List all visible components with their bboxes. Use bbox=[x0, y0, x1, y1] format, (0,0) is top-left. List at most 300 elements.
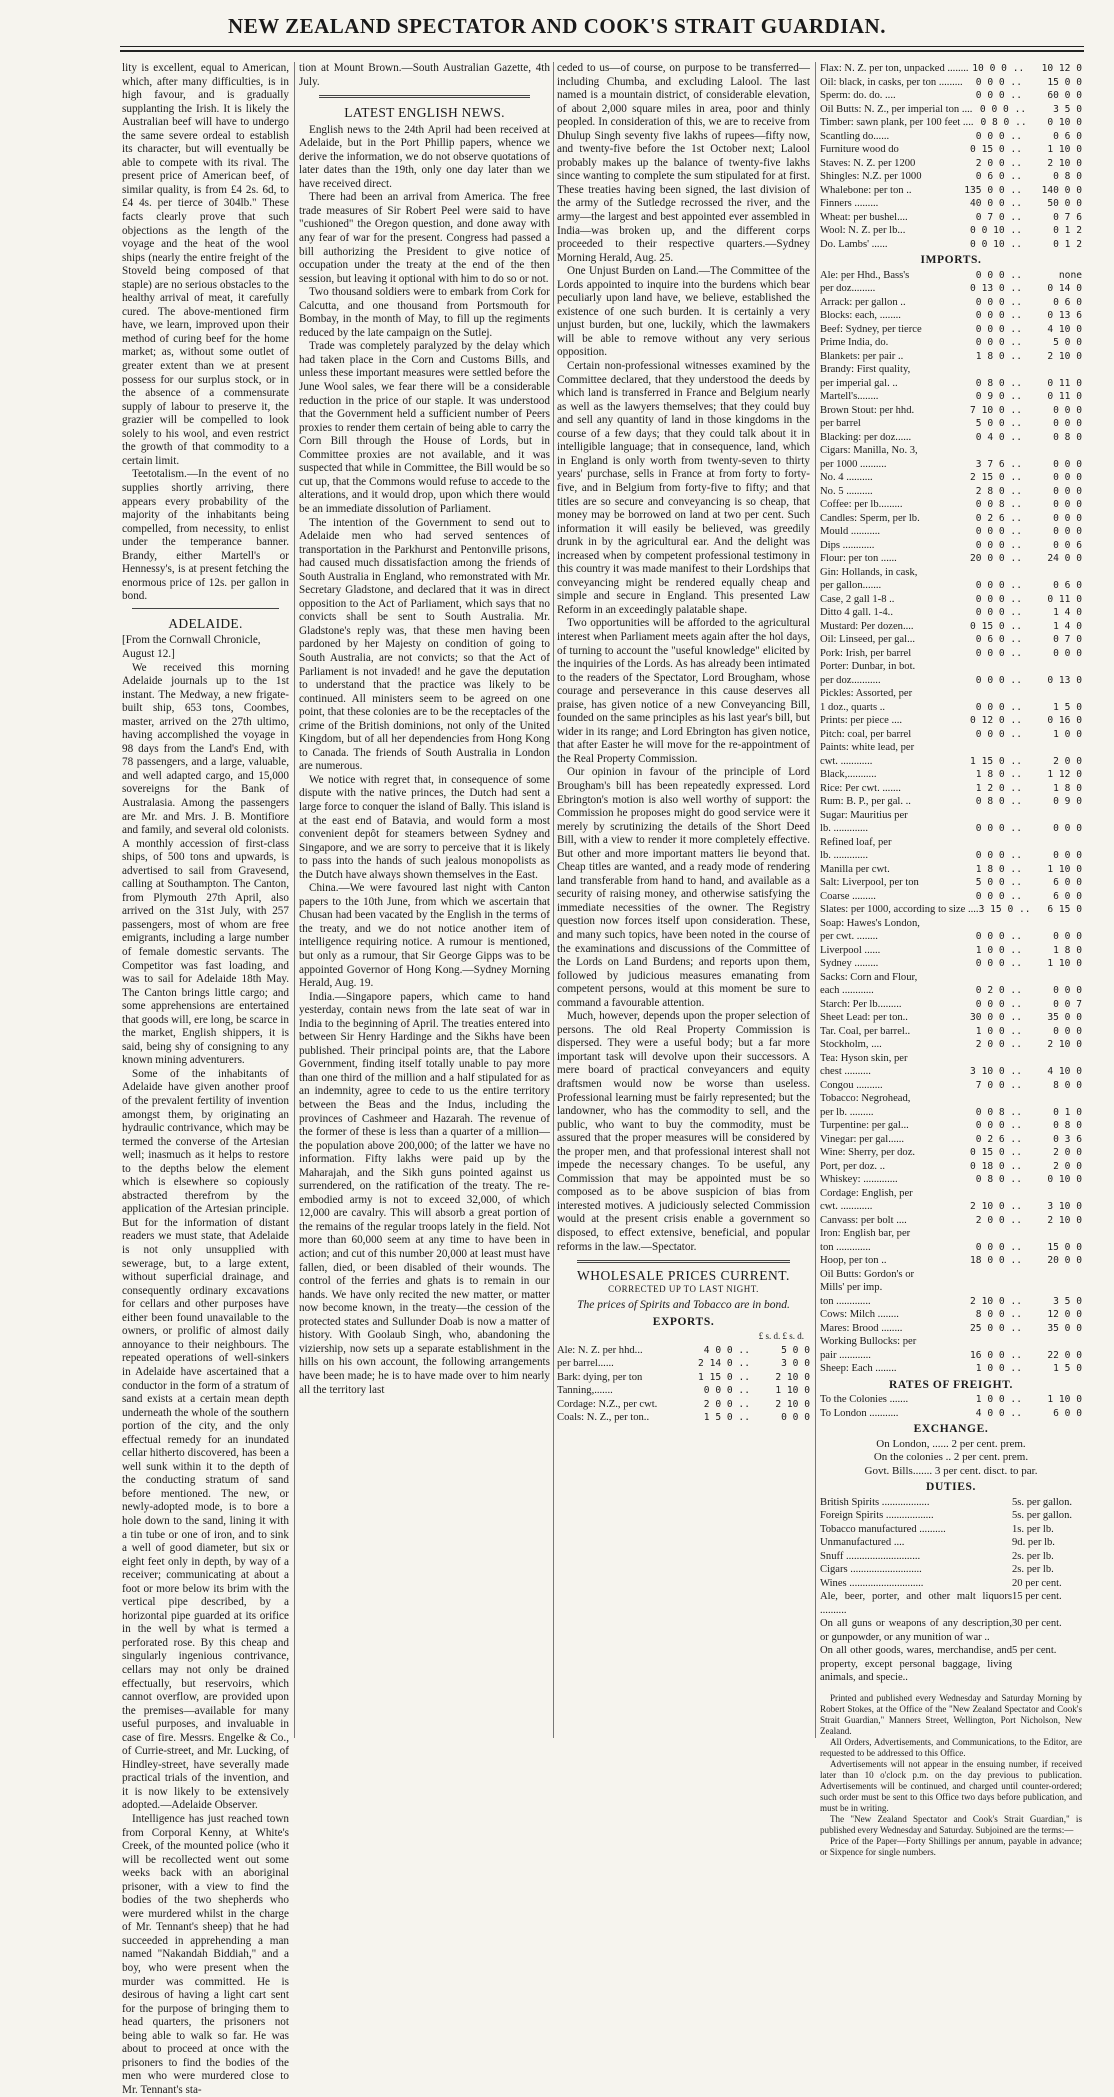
price-low bbox=[964, 836, 1022, 850]
price-row bbox=[820, 130, 1082, 144]
column-4 bbox=[820, 62, 1082, 1857]
article-paragraph: Much, however, depends upon the proper selection of persons. The old Real Property Commission is dispersed. They were a useful body; but a far more important task will devolve upon their successors. A mere board of practical conveyancers and equity draftsmen would now be worse than useless. Professional learning must be fairly represented; but the landowner, who has the commodity to sell, and the public, who want to buy the commodity, must be assured that the proper measures will be considered by the proper men, and that professional interest shall not impede the necessary changes. To be useful, any Commission that may be appointed must be so composed as to be above suspicion of bias from interested motives. A judiciously selected Commission would at the present crisis enable a government so disposed, to effect extensive, beneficial, and popular reforms in the law.—Spectator. bbox=[557, 1010, 810, 1253]
price-high: 0 6 0 bbox=[1053, 296, 1082, 308]
price-row bbox=[820, 323, 1082, 337]
price-low bbox=[964, 660, 1022, 674]
price-row bbox=[820, 1187, 1082, 1201]
price-item-name: Port, per doz. .. bbox=[820, 1160, 886, 1172]
price-item-name: per 1000 .......... bbox=[820, 458, 887, 470]
price-high: 6 0 0 bbox=[1053, 877, 1082, 889]
price-low bbox=[964, 1281, 1022, 1295]
imprint-paragraph: Price of the Paper—Forty Shillings per annum, payable in advance; or Sixpence for single numbers. bbox=[820, 1835, 1082, 1857]
duty-item: British Spirits .................. bbox=[820, 1496, 930, 1508]
duty-row bbox=[820, 1523, 1082, 1537]
price-high: 15 0 0 bbox=[1047, 76, 1082, 88]
column-3 bbox=[557, 62, 810, 1742]
price-item-name: Rum: B. P., per gal. .. bbox=[820, 796, 911, 808]
section-rule bbox=[577, 1260, 790, 1263]
price-item-name: pair ............ bbox=[820, 1349, 871, 1361]
price-low: 0 0 0 .. bbox=[975, 674, 1022, 686]
price-item-name: per doz......... bbox=[820, 283, 876, 295]
price-high bbox=[1022, 1092, 1082, 1106]
imprint-paragraph: Advertisements will not appear in the ensuing number, if received later than 10 o'clock p.m. on the day previous to publication. Advertisements will be continued, and charged until counter-ordered; such order must be sent to this Office two days before publication, and must be in writing. bbox=[820, 1758, 1082, 1813]
price-high: none bbox=[1058, 269, 1082, 281]
price-high: 0 11 0 bbox=[1047, 593, 1082, 605]
price-high: 0 8 0 bbox=[1053, 431, 1082, 443]
price-high bbox=[1022, 741, 1082, 755]
price-high: 0 0 0 bbox=[1053, 1025, 1082, 1037]
price-item-name: Tobacco: Negrohead, bbox=[820, 1093, 911, 1105]
price-item-name: Tea: Hyson skin, per bbox=[820, 1052, 908, 1064]
price-high bbox=[1022, 566, 1082, 580]
price-low: 18 0 0 .. bbox=[970, 1255, 1022, 1267]
price-row bbox=[820, 444, 1082, 458]
article-paragraph: India.—Singapore papers, which came to hand yesterday, contain news from the late seat of war in India to the beginning of April. The treaties entered into between Sir Henry Hardinge and the Sikhs have been published. Their principal points are, that the Labore Government, finding itself totally unable to pay more than one third of the million and a half stipulated for as an indemnity, agree to cede to us the entire territory between the Beas and the Indus, including the provinces of Cashmeer and Hazarah. The revenue of the former of these is less than a quarter of a million—the population above 200,000; of the latter we have no information. Fifty lakhs were paid up by the Maharajah, and the Sikh guns pointed against us surrendered, on the ratification of the treaty. The re-embodied army is not to exceed 32,000, of which 12,000 are cavalry. This will absorb a great portion of the remains of the regular troops lately in the field. Not more than 60,000 seem at any time to have been in action; and cut of this number 20,000 at least must have fallen, died, or been disabled of their wounds. The control of the ferries and ghats is to remain in our hands. We have only recited the new matter, or matter now become known, in the treaty—the cession of the protected states and Sullunder Doab is now a matter of history. With Goolaub Singh, who, abandoning the viziership, now sets up a separate establishment in the hills on his own account, the following arrangements have been made; he is to have made over to him nearly all the territory last bbox=[299, 990, 550, 1396]
price-low: 2 0 0 .. bbox=[975, 157, 1022, 169]
article-paragraph: tion at Mount Brown.—South Australian Gazette, 4th July. bbox=[299, 62, 550, 88]
price-row bbox=[557, 1344, 810, 1358]
price-low: 2 8 0 .. bbox=[975, 485, 1022, 497]
price-low bbox=[964, 809, 1022, 823]
price-low bbox=[964, 741, 1022, 755]
duty-rate: 5 per cent. bbox=[1012, 1645, 1057, 1657]
price-low bbox=[964, 971, 1022, 985]
duty-row bbox=[820, 1536, 1082, 1550]
price-row bbox=[820, 296, 1082, 310]
price-item-name: Brown Stout: per hhd. bbox=[820, 404, 915, 416]
duty-row bbox=[820, 1577, 1082, 1591]
price-high bbox=[1022, 444, 1082, 458]
price-high bbox=[1022, 836, 1082, 850]
price-item-name: Sheep: Each ........ bbox=[820, 1363, 897, 1375]
price-item-name: Coarse ......... bbox=[820, 890, 876, 902]
price-high bbox=[1022, 1187, 1082, 1201]
price-row bbox=[820, 876, 1082, 890]
price-low: 20 0 0 .. bbox=[970, 553, 1022, 565]
price-high: 35 0 0 bbox=[1047, 1012, 1082, 1024]
duty-rate: 1s. per lb. bbox=[1012, 1523, 1054, 1535]
price-item-name: Brandy: First quality, bbox=[820, 364, 911, 376]
price-low: 16 0 0 .. bbox=[970, 1349, 1022, 1361]
price-item-name: Cordage: English, per bbox=[820, 1187, 913, 1199]
price-item-name: To London ........... bbox=[820, 1407, 899, 1419]
price-low: 8 0 0 .. bbox=[975, 1309, 1022, 1321]
price-high: 4 10 0 bbox=[1047, 323, 1082, 335]
price-row bbox=[820, 620, 1082, 634]
duty-rate: 20 per cent. bbox=[1012, 1577, 1062, 1589]
article-paragraph: There had been an arrival from America. The free trade measures of Sir Robert Peel were said to have "cushioned" the Oregon question, and done away with any fear of war for the present. Congress had passed a bill authorizing the President to give notice of occupation under the treaty at the end of the then session, but leaving it optional with him to do so or not. bbox=[299, 191, 550, 285]
price-high: 0 0 0 bbox=[781, 1412, 810, 1424]
price-low: 0 0 0 .. bbox=[975, 580, 1022, 592]
price-high: 0 13 6 bbox=[1047, 310, 1082, 322]
article-paragraph: ceded to us—of course, on purpose to be transferred—including Chumba, and excluding Lalool. The last named is a mountain district, of considerable elevation, of about 2,000 square miles in area, poor and thinly peopled. In consideration of this, we are to receive from Dhulup Singh seventy five lakhs of rupees—fifty now, and twenty-five before the 1st October next; Lalool probably makes up the balance of twenty-five lakhs since wanting to complete the sum stipulated for at first. These treaties having been signed, the last division of the army of the Sutledge recrossed the river, and the army—the largest and best appointed ever assembled in India—was broken up, and the different corps proceeded to their respective quarters.—Sydney Morning Herald, Aug. 25. bbox=[557, 62, 810, 264]
price-item-name: Whiskey: ............. bbox=[820, 1174, 898, 1186]
duty-item: On all other goods, wares, merchandise, and property, except personal baggage, living animals, and specie.. bbox=[820, 1645, 1012, 1684]
price-low: 1 15 0 .. bbox=[698, 1371, 750, 1383]
price-row bbox=[820, 836, 1082, 850]
price-item-name: Canvass: per bolt .... bbox=[820, 1214, 907, 1226]
price-low: 0 0 0 .. bbox=[975, 607, 1022, 619]
price-item-name: Tar. Coal, per barrel.. bbox=[820, 1025, 911, 1037]
price-high: 0 0 7 bbox=[1053, 998, 1082, 1010]
price-row bbox=[557, 1398, 810, 1412]
price-item-name: Gin: Hollands, in cask, bbox=[820, 566, 918, 578]
price-item-name: Working Bullocks: per bbox=[820, 1336, 917, 1348]
price-row bbox=[820, 143, 1082, 157]
article-paragraph: Intelligence has just reached town from Corporal Kenny, at White's Creek, of the mounted police (who it will be recollected went out some weeks back with an aboriginal prisoner, with a view to find the bodies of the two shepherds who were murdered whilst in the charge of Mr. Tennant's sheep) that he had succeeded in apprehending a man named "Nakandah Biddiah," and a boy, who were present when the murder was committed. He is desirous of having a light cart sent for the purpose of bringing them to head quarters, the prisoners not being able to walk so far. He was about to proceed at once with the prisoners to find the bodies of the men who were murdered close to Mr. Tennant's sta- bbox=[122, 1813, 289, 2096]
price-item-name: Porter: Dunbar, in bot. bbox=[820, 661, 916, 673]
price-row bbox=[820, 525, 1082, 539]
price-low: 0 9 0 .. bbox=[975, 391, 1022, 403]
price-low: 7 10 0 .. bbox=[970, 404, 1022, 416]
duty-row bbox=[820, 1590, 1082, 1617]
price-low: 3 10 0 .. bbox=[970, 1066, 1022, 1078]
price-low: 4 0 0 .. bbox=[975, 1407, 1022, 1419]
price-high: 0 0 0 bbox=[1053, 404, 1082, 416]
price-item-name: Soap: Hawes's London, bbox=[820, 917, 920, 929]
price-item-name: ton ............. bbox=[820, 1241, 871, 1253]
price-high: 24 0 0 bbox=[1047, 553, 1082, 565]
price-item-name: Wool: N. Z. per lb... bbox=[820, 225, 906, 236]
duty-rate: 2s. per lb. bbox=[1012, 1550, 1054, 1562]
price-item-name: Mustard: Per dozen.... bbox=[820, 620, 914, 632]
price-item-name: cwt. ............ bbox=[820, 1201, 873, 1213]
price-high: 0 8 0 bbox=[1053, 171, 1082, 182]
price-row bbox=[820, 1200, 1082, 1214]
price-item-name: Paints: white lead, per bbox=[820, 742, 915, 754]
price-high: 0 0 6 bbox=[1053, 539, 1082, 551]
price-row bbox=[820, 741, 1082, 755]
price-low: 1 0 0 .. bbox=[975, 1025, 1022, 1037]
price-low: 0 0 0 .. bbox=[975, 310, 1022, 322]
price-item-name: Candles: Sperm, per lb. bbox=[820, 512, 920, 524]
price-low: 0 0 0 .. bbox=[979, 103, 1027, 115]
price-item-name: Scantling do...... bbox=[820, 130, 890, 142]
price-row bbox=[820, 539, 1082, 553]
price-low: 0 12 0 .. bbox=[970, 715, 1022, 727]
price-item-name: Prime India, do. bbox=[820, 337, 889, 349]
price-item-name: Furniture wood do bbox=[820, 144, 899, 155]
duty-rate: 30 per cent. bbox=[1012, 1618, 1062, 1630]
price-row bbox=[557, 1384, 810, 1398]
price-high: 2 10 0 bbox=[1047, 1214, 1082, 1226]
article-source: [From the Cornwall Chronicle, August 12.] bbox=[122, 634, 261, 660]
price-high bbox=[1022, 809, 1082, 823]
price-high: 0 7 0 bbox=[1053, 634, 1082, 646]
price-low: 0 0 0 .. bbox=[703, 1385, 750, 1397]
price-row bbox=[820, 1065, 1082, 1079]
price-item-name: per barrel bbox=[820, 418, 861, 430]
price-item-name: Vinegar: per gal...... bbox=[820, 1133, 905, 1145]
price-low: 0 2 6 .. bbox=[975, 1133, 1022, 1145]
price-high bbox=[1022, 1052, 1082, 1066]
price-high: 2 10 0 bbox=[1047, 350, 1082, 362]
duty-item: Foreign Spirits .................. bbox=[820, 1510, 934, 1522]
price-low: 2 10 0 .. bbox=[970, 1201, 1022, 1213]
price-high: 0 1 2 bbox=[1053, 238, 1082, 250]
price-low bbox=[964, 687, 1022, 701]
price-item-name: Manilla per cwt. bbox=[820, 863, 890, 875]
price-item-name: Ale: N. Z. per hhd... bbox=[557, 1344, 643, 1356]
price-row bbox=[820, 1079, 1082, 1093]
price-row bbox=[820, 89, 1082, 103]
imports-table bbox=[820, 269, 1082, 1376]
price-row bbox=[820, 633, 1082, 647]
price-item-name: Blacking: per doz...... bbox=[820, 431, 912, 443]
price-low: 2 0 0 .. bbox=[703, 1398, 750, 1410]
price-item-name: Ditto 4 gall. 1-4.. bbox=[820, 607, 893, 619]
price-row bbox=[820, 1281, 1082, 1295]
price-item-name: Coffee: per lb......... bbox=[820, 499, 903, 511]
price-item-name: per imperial gal. .. bbox=[820, 377, 898, 389]
price-item-name: Wheat: per bushel.... bbox=[820, 211, 908, 223]
price-item-name: per lb. ......... bbox=[820, 1106, 874, 1118]
price-row bbox=[820, 1349, 1082, 1363]
price-row bbox=[820, 1133, 1082, 1147]
price-high: 2 10 0 bbox=[775, 1371, 810, 1383]
prices-current-subtitle: CORRECTED UP TO LAST NIGHT. bbox=[608, 1283, 759, 1294]
price-low: 0 0 0 .. bbox=[975, 850, 1022, 862]
price-row bbox=[820, 809, 1082, 823]
price-high: 3 5 0 bbox=[1053, 103, 1082, 115]
price-item-name: Ale: per Hhd., Bass's bbox=[820, 269, 910, 281]
price-item-name: Sugar: Mauritius per bbox=[820, 809, 908, 821]
duty-item: Unmanufactured .... bbox=[820, 1537, 905, 1549]
article-paragraph: Teetotalism.—In the event of no supplies shortly arriving, there appears every probability of the majority of the inhabitants being compelled, from necessity, to enlist under the temperance banner. Brandy, either Martell's or Hennessy's, is at present fetching the enormous price of 12s. per gallon in bond. bbox=[122, 468, 289, 603]
price-low: 0 0 0 .. bbox=[975, 647, 1022, 659]
price-low: 1 8 0 .. bbox=[975, 350, 1022, 362]
price-low: 0 8 0 .. bbox=[975, 796, 1022, 808]
price-low: 0 0 0 .. bbox=[975, 701, 1022, 713]
price-item-name: Whalebone: per ton .. bbox=[820, 184, 912, 196]
price-item-name: Congou .......... bbox=[820, 1079, 883, 1091]
price-high: 1 12 0 bbox=[1047, 769, 1082, 781]
price-item-name: Mares: Brood ........ bbox=[820, 1322, 903, 1334]
price-low: 0 2 0 .. bbox=[975, 985, 1022, 997]
price-high: 0 0 0 bbox=[1053, 458, 1082, 470]
price-row bbox=[820, 1322, 1082, 1336]
price-low: 0 0 0 .. bbox=[975, 539, 1022, 551]
price-row bbox=[820, 768, 1082, 782]
price-high: 60 0 0 bbox=[1047, 90, 1082, 101]
price-high: 1 8 0 bbox=[1053, 782, 1082, 794]
price-high bbox=[1022, 1227, 1082, 1241]
price-item-name: To the Colonies ....... bbox=[820, 1394, 909, 1406]
exports-table bbox=[557, 1344, 810, 1425]
price-row bbox=[820, 269, 1082, 283]
price-high: 140 0 0 bbox=[1041, 184, 1082, 196]
price-item-name: Stockholm, .... bbox=[820, 1039, 882, 1051]
prices-current-title: WHOLESALE PRICES CURRENT. bbox=[577, 1268, 790, 1284]
price-item-name: Arrack: per gallon .. bbox=[820, 296, 906, 308]
price-item-name: chest .......... bbox=[820, 1066, 871, 1078]
price-row bbox=[557, 1371, 810, 1385]
price-high: 0 0 0 bbox=[1053, 823, 1082, 835]
price-row bbox=[820, 431, 1082, 445]
price-high: 0 0 0 bbox=[1053, 485, 1082, 497]
exports-table-continued bbox=[820, 62, 1082, 251]
price-low bbox=[964, 566, 1022, 580]
article-paragraph: One Unjust Burden on Land.—The Committee of the Lords appointed to inquire into the burdens which bear peculiarly upon land have, we believe, established the existence of one such burden. It is certainly a very unjust burden, but one, luckily, which the lawmakers will be able to remove without any very serious opposition. bbox=[557, 265, 810, 359]
price-high: 0 6 0 bbox=[1053, 130, 1082, 142]
price-high: 2 10 0 bbox=[775, 1398, 810, 1410]
price-high bbox=[1022, 687, 1082, 701]
price-item-name: Oil: black, in casks, per ton ......... bbox=[820, 76, 963, 88]
price-row bbox=[820, 282, 1082, 296]
price-high: 2 10 0 bbox=[1047, 157, 1082, 169]
price-item-name: per barrel...... bbox=[557, 1358, 614, 1370]
duty-rate: 15 per cent. bbox=[1012, 1591, 1062, 1603]
price-high bbox=[1022, 1281, 1082, 1295]
price-low: 0 0 10 .. bbox=[970, 225, 1022, 236]
price-high: 1 10 0 bbox=[1047, 144, 1082, 155]
price-high: 0 0 0 bbox=[1053, 647, 1082, 659]
price-row bbox=[820, 552, 1082, 566]
price-item-name: Case, 2 gall 1-8 .. bbox=[820, 593, 895, 605]
price-item-name: Turpentine: per gal... bbox=[820, 1120, 909, 1132]
price-row bbox=[820, 1160, 1082, 1174]
price-high: 4 10 0 bbox=[1047, 1066, 1082, 1078]
price-row bbox=[820, 849, 1082, 863]
price-high: 22 0 0 bbox=[1047, 1349, 1082, 1361]
price-row bbox=[820, 309, 1082, 323]
price-row bbox=[820, 157, 1082, 171]
price-low: 1 0 0 .. bbox=[975, 1363, 1022, 1375]
price-item-name: Refined loaf, per bbox=[820, 836, 892, 848]
price-row bbox=[820, 930, 1082, 944]
price-low: 0 18 0 .. bbox=[970, 1160, 1022, 1172]
price-item-name: Liverpool ...... bbox=[820, 944, 881, 956]
price-low: 0 6 0 .. bbox=[975, 634, 1022, 646]
price-row bbox=[820, 377, 1082, 391]
price-row bbox=[557, 1411, 810, 1425]
currency-header: £ s. d. £ s. d. bbox=[758, 1331, 804, 1342]
price-high: 6 15 0 bbox=[1047, 904, 1082, 916]
price-high: 15 0 0 bbox=[1047, 1241, 1082, 1253]
price-high: 1 10 0 bbox=[1047, 1394, 1082, 1406]
price-low: 3 15 0 .. bbox=[978, 904, 1031, 916]
price-row bbox=[820, 224, 1082, 238]
price-high: 0 3 6 bbox=[1053, 1133, 1082, 1145]
price-item-name: Sydney ......... bbox=[820, 958, 879, 970]
duty-row bbox=[820, 1617, 1082, 1644]
price-row bbox=[820, 1106, 1082, 1120]
price-low: 1 8 0 .. bbox=[975, 769, 1022, 781]
price-low: 0 8 0 .. bbox=[975, 1174, 1022, 1186]
price-item-name: lb. ............. bbox=[820, 823, 868, 835]
price-low: 0 15 0 .. bbox=[970, 1147, 1022, 1159]
price-low: 0 0 0 .. bbox=[975, 1120, 1022, 1132]
price-high: 0 0 0 bbox=[1053, 985, 1082, 997]
price-high: 0 0 0 bbox=[1053, 472, 1082, 484]
price-high: 1 0 0 bbox=[1053, 728, 1082, 740]
price-high: 5 0 0 bbox=[1053, 337, 1082, 349]
article-paragraph: Some of the inhabitants of Adelaide have given another proof of the prevalent fertility of invention amongst them, by originating an hydraulic contrivance, which may be termed the converse of the Artesian well; inasmuch as it helps to restore to the depths below the element which is elsewhere so copiously abstracted therefrom by the application of the Artesian principle. But for the information of distant readers we must state, that Adelaide is not only unsupplied with sewerage, but, to a large extent, without superficial drainage, and consequently ordinary excavations for cellars and other purposes have either been found unavailable to the owners, or prolific of almost daily annoyance to their neighbours. The repeated operations of well-sinkers in Adelaide have ascertained that a conductor in the form of a stratum of sand exists at a certain mean depth underneath the whole of the southern portion of the city, and the only effectual remedy for an inundated cellar hitherto discovered, has been a well sunk within it to the depth of the conducting stratum of sand before mentioned. The new, or newly-adopted mode, is to bore a hole down to the sand, lining it with a tin tube or one of iron, and to sink a well of good diameter, but six or eight feet only in depth, by way of a receiver; communicating at about a foot or more below its brim with the vertical pipe described, by a horizontal pipe guarded at its orifice in the well by what is termed a perforated rose. By this cheap and singularly ingenious contrivance, cellars may not only be drained effectually, but reservoirs, which cannot overflow, are provided upon the premises—available for many useful purposes, and invaluable in case of fire. Messrs. Engelke & Co., of Currie-street, and Mr. Lucking, of Hindley-street, have severally made practical trials of the invention, and it is now likely to be extensively adopted.—Adelaide Observer. bbox=[122, 1067, 289, 1812]
price-row bbox=[820, 184, 1082, 198]
price-item-name: Finners ......... bbox=[820, 198, 879, 209]
price-row bbox=[820, 944, 1082, 958]
price-row bbox=[820, 795, 1082, 809]
price-high: 0 0 0 bbox=[1053, 499, 1082, 511]
price-low: 5 0 0 .. bbox=[975, 877, 1022, 889]
price-high: 0 0 0 bbox=[1053, 850, 1082, 862]
price-low: 1 5 0 .. bbox=[703, 1412, 750, 1424]
price-item-name: per doz........... bbox=[820, 674, 881, 686]
freight-heading: RATES OF FREIGHT. bbox=[888, 1378, 1014, 1391]
price-high: 1 10 0 bbox=[1047, 958, 1082, 970]
article-paragraph: The intention of the Government to send out to Adelaide men who had served sentences of transportation in the Parkhurst and Pentonville prisons, had caused much dissatisfaction among the friends of South Australia in England, who remonstrated with Mr. Secretary Gladstone, and declared that it was in direct opposition to the Act of Parliament, which says that no convicts shall be sent to South Australia. Mr. Gladstone's reply was, that these men having been pardoned by her Majesty on condition of going to South Australia, are not convicts; so that the Act of Parliament is not invaded! and he gave the deputation to understand that the practice was likely to be continued. All ministers seem to be agreed on one point, that these colonies are to be the receptacles of the crime of the British dominions, not only of the United Kingdom, but of all her dependencies from Hong Kong to Canada. The friends of South Australia in London are numerous. bbox=[299, 516, 550, 773]
price-row bbox=[820, 890, 1082, 904]
duty-item: Tobacco manufactured .......... bbox=[820, 1523, 946, 1535]
price-item-name: 1 doz., quarts .. bbox=[820, 701, 886, 713]
price-row bbox=[820, 903, 1082, 917]
price-high: 0 10 0 bbox=[1047, 1174, 1082, 1186]
price-row bbox=[820, 1119, 1082, 1133]
price-high: 2 0 0 bbox=[1053, 755, 1082, 767]
price-high bbox=[1022, 660, 1082, 674]
price-high: 0 11 0 bbox=[1047, 377, 1082, 389]
price-high: 0 0 0 bbox=[1053, 418, 1082, 430]
price-row bbox=[820, 971, 1082, 985]
price-low: 0 15 0 .. bbox=[970, 144, 1022, 155]
price-low: 1 0 0 .. bbox=[975, 944, 1022, 956]
duty-row bbox=[820, 1509, 1082, 1523]
price-low: 0 2 6 .. bbox=[975, 512, 1022, 524]
price-low: 0 0 0 .. bbox=[975, 296, 1022, 308]
duty-row bbox=[820, 1563, 1082, 1577]
price-low: 135 0 0 .. bbox=[964, 184, 1022, 196]
duties-table bbox=[820, 1496, 1082, 1685]
price-row bbox=[820, 363, 1082, 377]
price-item-name: lb. ............. bbox=[820, 850, 868, 862]
price-row bbox=[820, 76, 1082, 90]
price-low: 1 2 0 .. bbox=[975, 782, 1022, 794]
price-row bbox=[820, 103, 1082, 117]
exchange-row: On London, ...... 2 per cent. prem. bbox=[876, 1437, 1026, 1450]
price-item-name: Bark: dying, per ton bbox=[557, 1371, 643, 1383]
duty-rate: 5s. per gallon. bbox=[1012, 1496, 1073, 1508]
price-low: 4 0 0 .. bbox=[703, 1344, 750, 1356]
price-row bbox=[820, 1295, 1082, 1309]
price-high: 0 1 2 bbox=[1053, 225, 1082, 236]
price-high: 35 0 0 bbox=[1047, 1322, 1082, 1334]
exchange-row: Govt. Bills....... 3 per cent. disct. to par. bbox=[864, 1464, 1038, 1477]
masthead-title: NEW ZEALAND SPECTATOR AND COOK'S STRAIT GUARDIAN. bbox=[228, 14, 886, 38]
imports-heading: IMPORTS. bbox=[920, 254, 982, 266]
price-low: 1 8 0 .. bbox=[975, 863, 1022, 875]
price-low bbox=[964, 363, 1022, 377]
price-low: 0 0 0 .. bbox=[975, 90, 1022, 101]
price-row bbox=[820, 863, 1082, 877]
article-paragraph: We notice with regret that, in consequence of some dispute with the native princes, the Dutch had sent a large force to conquer the island of Bally. This island is at the east end of Batavia, and would form a most convenient depôt for steamers between Sydney and Singapore, and we are sorry to perceive that it is likely to pass into the hands of such jealous monopolists as the Dutch have always shown themselves in the East. bbox=[299, 773, 550, 881]
price-high: 2 0 0 bbox=[1053, 1147, 1082, 1159]
price-row bbox=[820, 1038, 1082, 1052]
price-row bbox=[820, 485, 1082, 499]
price-low: 40 0 0 .. bbox=[970, 198, 1022, 209]
price-row bbox=[820, 593, 1082, 607]
price-low: 3 7 6 .. bbox=[975, 458, 1022, 470]
price-low: 0 0 0 .. bbox=[975, 337, 1022, 349]
price-low: 0 0 8 .. bbox=[975, 1106, 1022, 1118]
price-row bbox=[820, 782, 1082, 796]
price-item-name: Sperm: do. do. .... bbox=[820, 90, 896, 101]
price-item-name: Mould ........... bbox=[820, 526, 881, 538]
price-row bbox=[820, 1407, 1082, 1421]
price-item-name: Slates: per 1000, according to size .... bbox=[820, 904, 979, 916]
freight-table bbox=[820, 1393, 1082, 1420]
price-item-name: Mills' per imp. bbox=[820, 1282, 883, 1294]
price-item-name: Oil Butts: Gordon's or bbox=[820, 1268, 915, 1280]
